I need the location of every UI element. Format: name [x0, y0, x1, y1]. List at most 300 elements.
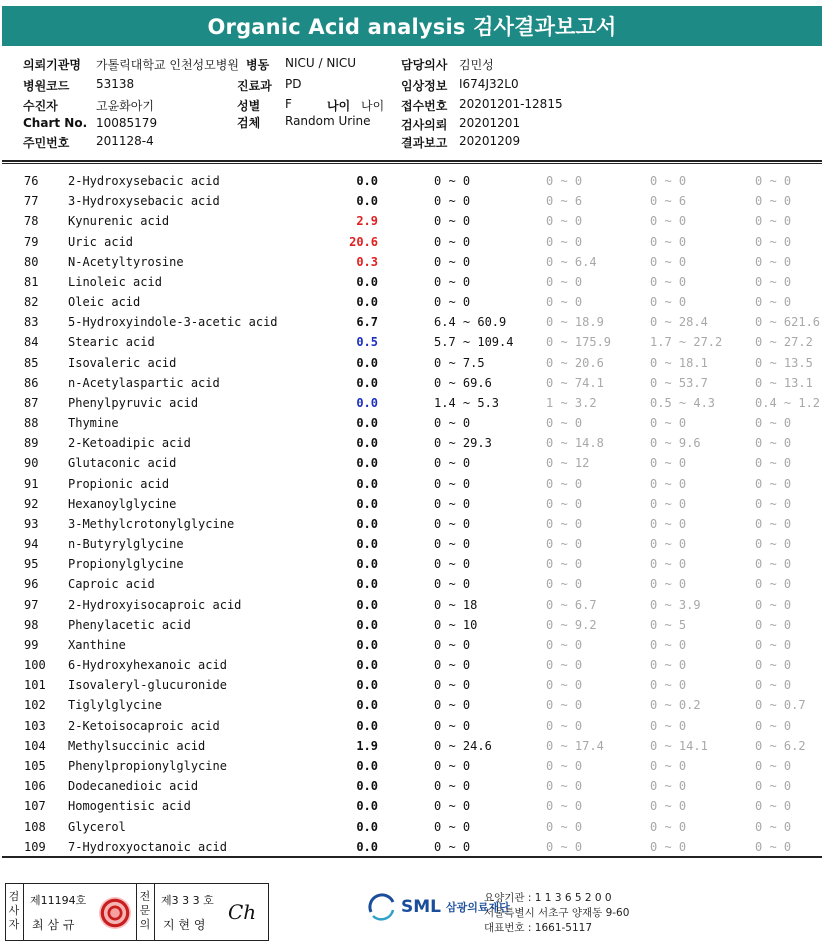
population-range-1: 0 ~ 0: [546, 678, 583, 693]
analyte-name: Phenylpropionylglycine: [68, 758, 227, 773]
population-range-2: 0 ~ 0: [650, 496, 687, 511]
institution-label: 의뢰기관명: [23, 58, 81, 72]
org-phone: 대표번호 : 1661-5117: [484, 922, 593, 934]
inspector-vertical-label: 검사자: [8, 890, 20, 931]
table-row: [0, 454, 824, 474]
analyte-name: Caproic acid: [68, 577, 155, 592]
reference-range: 0 ~ 0: [434, 839, 471, 854]
request-date-label: 검사의뢰: [401, 118, 448, 132]
clinical-info-label: 임상정보: [401, 79, 448, 93]
row-number: 108: [24, 819, 46, 834]
analyte-name: 7-Hydroxyoctanoic acid: [68, 839, 227, 854]
reference-range: 0 ~ 0: [434, 718, 471, 733]
receipt-no-label: 접수번호: [401, 99, 448, 113]
table-row: [0, 636, 824, 656]
population-range-2: 0 ~ 0: [650, 758, 687, 773]
result-value: 0.0: [356, 436, 378, 451]
result-value: 0.0: [356, 516, 378, 531]
resident-no-label: 주민번호: [23, 136, 70, 150]
logo-org: 삼광의료재단: [446, 901, 510, 914]
reference-range: 0 ~ 18: [434, 597, 478, 612]
row-number: 76: [24, 174, 39, 188]
population-range-1: 0 ~ 0: [546, 577, 583, 592]
population-range-1: 0 ~ 0: [546, 698, 583, 713]
analyte-name: 2-Hydroxyisocaproic acid: [68, 597, 242, 612]
result-value: 0.0: [356, 194, 378, 209]
analyte-name: 3-Hydroxysebacic acid: [68, 194, 220, 209]
result-value: 0.5: [356, 335, 378, 350]
result-value: 0.0: [356, 839, 378, 854]
result-value: 0.0: [356, 537, 378, 552]
population-range-1: 0 ~ 0: [546, 718, 583, 733]
population-range-1: 0 ~ 14.8: [546, 436, 604, 451]
seal-stamp-icon: [99, 897, 131, 929]
population-range-3: 0 ~ 0: [755, 758, 792, 773]
result-value: 20.6: [349, 234, 378, 249]
table-row: [0, 434, 824, 454]
table-row: [0, 676, 824, 696]
population-range-3: 0 ~ 0: [755, 274, 792, 289]
population-range-2: 0 ~ 0: [650, 476, 687, 491]
report-footer: [0, 880, 824, 948]
reference-range: 0 ~ 0: [434, 779, 471, 794]
population-range-3: 0 ~ 0: [755, 658, 792, 673]
department-label: 진료과: [237, 79, 272, 93]
population-range-2: 0 ~ 0: [650, 577, 687, 592]
row-number: 81: [24, 274, 39, 289]
population-range-1: 0 ~ 9.2: [546, 617, 597, 632]
sig-divider: [136, 884, 137, 940]
patient-info-section: [0, 52, 824, 160]
result-value: 0.3: [356, 254, 378, 269]
report-title-banner: [2, 6, 822, 46]
reference-range: 0 ~ 0: [434, 537, 471, 552]
analyte-name: 2-Hydroxysebacic acid: [68, 174, 220, 188]
result-value: 0.0: [356, 416, 378, 431]
analyte-name: 2-Ketoadipic acid: [68, 436, 191, 451]
population-range-1: 0 ~ 0: [546, 174, 583, 188]
analyte-name: 3-Methylcrotonylglycine: [68, 516, 235, 531]
analyte-name: Propionic acid: [68, 476, 170, 491]
report-date-label: 결과보고: [401, 136, 448, 150]
population-range-1: 0 ~ 6: [546, 194, 583, 209]
analyte-name: Thymine: [68, 416, 119, 431]
table-row: [0, 757, 824, 777]
analyte-name: Isovaleryl-glucuronide: [68, 678, 227, 693]
table-row: [0, 838, 824, 858]
row-number: 88: [24, 416, 39, 431]
analyte-name: Linoleic acid: [68, 274, 162, 289]
population-range-1: 0 ~ 0: [546, 658, 583, 673]
reference-range: 0 ~ 0: [434, 295, 471, 310]
population-range-3: 0 ~ 0: [755, 214, 792, 229]
reference-range: 0 ~ 0: [434, 234, 471, 249]
reference-range: 0 ~ 69.6: [434, 375, 492, 390]
row-number: 89: [24, 436, 39, 451]
result-value: 0.0: [356, 819, 378, 834]
row-number: 79: [24, 234, 39, 249]
population-range-3: 0.4 ~ 1.2: [755, 395, 821, 410]
doctor-value: 김민성: [459, 58, 494, 72]
table-row: [0, 212, 824, 232]
population-range-3: 0 ~ 0: [755, 234, 792, 249]
analyte-name: Phenylpyruvic acid: [68, 395, 199, 410]
population-range-2: 0 ~ 0: [650, 416, 687, 431]
row-number: 100: [24, 658, 46, 673]
analyte-name: Stearic acid: [68, 335, 155, 350]
analyte-name: Phenylacetic acid: [68, 617, 191, 632]
analyte-name: Glycerol: [68, 819, 126, 834]
reference-range: 6.4 ~ 60.9: [434, 315, 507, 330]
result-value: 2.9: [356, 214, 378, 229]
reference-range: 0 ~ 0: [434, 174, 471, 188]
population-range-1: 0 ~ 0: [546, 799, 583, 814]
population-range-1: 0 ~ 0: [546, 557, 583, 572]
result-value: 0.0: [356, 597, 378, 612]
reference-range: 0 ~ 0: [434, 456, 471, 471]
population-range-3: 0 ~ 0: [755, 174, 792, 188]
age-label: 나이: [327, 99, 351, 113]
population-range-2: 0 ~ 0: [650, 234, 687, 249]
population-range-3: 0 ~ 0: [755, 537, 792, 552]
reference-range: 0 ~ 0: [434, 658, 471, 673]
department-value: PD: [285, 77, 302, 91]
population-range-2: 1.7 ~ 27.2: [650, 335, 723, 350]
population-range-3: 0 ~ 0: [755, 516, 792, 531]
analyte-name: Dodecanedioic acid: [68, 779, 199, 794]
row-number: 83: [24, 315, 39, 330]
chart-no-label: Chart No.: [23, 116, 88, 130]
reference-range: 0 ~ 7.5: [434, 355, 485, 370]
population-range-2: 0 ~ 0: [650, 174, 687, 188]
table-row: [0, 333, 824, 353]
row-number: 94: [24, 537, 39, 552]
table-row: [0, 253, 824, 273]
row-number: 106: [24, 779, 46, 794]
table-row: [0, 414, 824, 434]
row-number: 84: [24, 335, 39, 350]
inspector-license-no: 제11194호: [30, 894, 87, 907]
table-row: [0, 737, 824, 757]
population-range-3: 0 ~ 0: [755, 577, 792, 592]
population-range-3: 0 ~ 0: [755, 597, 792, 612]
hospital-code-label: 병원코드: [23, 79, 70, 93]
analyte-name: Isovaleric acid: [68, 355, 177, 370]
population-range-3: 0 ~ 13.5: [755, 355, 813, 370]
population-range-1: 0 ~ 18.9: [546, 315, 604, 330]
reference-range: 0 ~ 0: [434, 254, 471, 269]
population-range-3: 0 ~ 0: [755, 557, 792, 572]
row-number: 82: [24, 295, 39, 310]
analyte-name: Hexanoylglycine: [68, 496, 177, 511]
population-range-1: 0 ~ 0: [546, 274, 583, 289]
reference-range: 0 ~ 0: [434, 799, 471, 814]
sig-divider: [154, 884, 155, 940]
population-range-2: 0 ~ 5: [650, 617, 687, 632]
hospital-code-value: 53138: [96, 77, 135, 91]
table-row: [0, 495, 824, 515]
population-range-3: 0 ~ 6.2: [755, 738, 806, 753]
analyte-name: Tiglylglycine: [68, 698, 162, 713]
population-range-1: 0 ~ 12: [546, 456, 590, 471]
table-bottom-divider: [2, 856, 822, 858]
table-row: [0, 192, 824, 212]
reference-range: 0 ~ 10: [434, 617, 478, 632]
population-range-3: 0 ~ 0: [755, 678, 792, 693]
specimen-label: 검체: [237, 116, 261, 130]
analyte-name: Oleic acid: [68, 295, 141, 310]
doctor-label: 담당의사: [401, 58, 448, 72]
population-range-3: 0 ~ 0: [755, 617, 792, 632]
resident-no-value: 201128-4: [96, 134, 154, 148]
analyte-name: Uric acid: [68, 234, 134, 249]
population-range-3: 0 ~ 13.1: [755, 375, 813, 390]
table-row: [0, 575, 824, 595]
reference-range: 0 ~ 0: [434, 516, 471, 531]
population-range-3: 0 ~ 0: [755, 819, 792, 834]
sex-label: 성별: [237, 99, 261, 113]
reference-range: 0 ~ 0: [434, 496, 471, 511]
row-number: 91: [24, 476, 39, 491]
population-range-2: 0 ~ 53.7: [650, 375, 708, 390]
table-row: [0, 797, 824, 817]
age-value: 나이: [361, 99, 385, 113]
population-range-1: 0 ~ 6.7: [546, 597, 597, 612]
population-range-2: 0.5 ~ 4.3: [650, 395, 716, 410]
population-range-3: 0 ~ 0: [755, 254, 792, 269]
org-number: 요양기관 : 1 1 3 6 5 2 0 0: [484, 892, 612, 904]
result-value: 0.0: [356, 496, 378, 511]
result-value: 1.9: [356, 738, 378, 753]
result-value: 0.0: [356, 617, 378, 632]
analyte-name: n-Butyrylglycine: [68, 537, 184, 552]
row-number: 109: [24, 839, 46, 854]
signature-box: [5, 883, 269, 941]
population-range-3: 0 ~ 0: [755, 839, 792, 854]
analyte-name: n-Acetylaspartic acid: [68, 375, 220, 390]
reference-range: 0 ~ 24.6: [434, 738, 492, 753]
table-row: [0, 555, 824, 575]
analyte-name: Propionylglycine: [68, 557, 184, 572]
row-number: 98: [24, 617, 39, 632]
result-value: 0.0: [356, 799, 378, 814]
population-range-2: 0 ~ 0: [650, 678, 687, 693]
reference-range: 5.7 ~ 109.4: [434, 335, 514, 350]
reference-range: 0 ~ 0: [434, 416, 471, 431]
population-range-2: 0 ~ 3.9: [650, 597, 701, 612]
row-number: 105: [24, 758, 46, 773]
population-range-2: 0 ~ 0: [650, 537, 687, 552]
row-number: 95: [24, 557, 39, 572]
table-row: [0, 515, 824, 535]
population-range-1: 0 ~ 175.9: [546, 335, 612, 350]
population-range-3: 0 ~ 621.6: [755, 315, 821, 330]
table-row: [0, 374, 824, 394]
population-range-1: 0 ~ 0: [546, 637, 583, 652]
population-range-3: 0 ~ 0: [755, 779, 792, 794]
result-value: 0.0: [356, 456, 378, 471]
result-value: 0.0: [356, 274, 378, 289]
result-value: 0.0: [356, 678, 378, 693]
population-range-2: 0 ~ 0: [650, 254, 687, 269]
row-number: 104: [24, 738, 46, 753]
row-number: 77: [24, 194, 39, 209]
population-range-2: 0 ~ 28.4: [650, 315, 708, 330]
population-range-2: 0 ~ 0: [650, 516, 687, 531]
sex-value: F: [285, 97, 292, 111]
analyte-name: Kynurenic acid: [68, 214, 170, 229]
table-row: [0, 233, 824, 253]
result-value: 0.0: [356, 698, 378, 713]
population-range-2: 0 ~ 0: [650, 557, 687, 572]
result-value: 0.0: [356, 375, 378, 390]
report-date-value: 20201209: [459, 134, 521, 148]
population-range-3: 0 ~ 0: [755, 295, 792, 310]
table-row: [0, 475, 824, 495]
row-number: 80: [24, 254, 39, 269]
population-range-2: 0 ~ 0: [650, 456, 687, 471]
population-range-1: 0 ~ 0: [546, 295, 583, 310]
sml-logo-icon: [367, 892, 397, 922]
population-range-1: 0 ~ 0: [546, 234, 583, 249]
table-row: [0, 313, 824, 333]
population-range-1: 0 ~ 0: [546, 758, 583, 773]
population-range-3: 0 ~ 0: [755, 476, 792, 491]
reference-range: 1.4 ~ 5.3: [434, 395, 500, 410]
table-row: [0, 656, 824, 676]
table-row: [0, 172, 824, 192]
logo-text: SML: [401, 897, 441, 917]
population-range-1: 0 ~ 0: [546, 839, 583, 854]
population-range-2: 0 ~ 0.2: [650, 698, 701, 713]
org-address: [484, 891, 629, 936]
analyte-name: Homogentisic acid: [68, 799, 191, 814]
reference-range: 0 ~ 0: [434, 476, 471, 491]
result-value: 0.0: [356, 758, 378, 773]
population-range-3: 0 ~ 0: [755, 799, 792, 814]
reviewer-name: 지 현 영: [163, 918, 206, 932]
result-value: 0.0: [356, 355, 378, 370]
signature-mark: Ch: [228, 900, 257, 924]
population-range-1: 0 ~ 0: [546, 416, 583, 431]
analyte-name: N-Acetyltyrosine: [68, 254, 184, 269]
population-range-2: 0 ~ 0: [650, 799, 687, 814]
population-range-3: 0 ~ 0: [755, 194, 792, 209]
result-value: 0.0: [356, 295, 378, 310]
population-range-2: 0 ~ 18.1: [650, 355, 708, 370]
population-range-2: 0 ~ 14.1: [650, 738, 708, 753]
row-number: 90: [24, 456, 39, 471]
row-number: 92: [24, 496, 39, 511]
header-divider: [2, 160, 822, 162]
result-value: 0.0: [356, 718, 378, 733]
reference-range: 0 ~ 0: [434, 194, 471, 209]
request-date-value: 20201201: [459, 116, 521, 130]
reference-range: 0 ~ 0: [434, 819, 471, 834]
sig-divider: [23, 884, 24, 940]
reference-range: 0 ~ 0: [434, 577, 471, 592]
population-range-1: 0 ~ 20.6: [546, 355, 604, 370]
population-range-3: 0 ~ 0.7: [755, 698, 806, 713]
reference-range: 0 ~ 0: [434, 557, 471, 572]
recipient-value: 고윤화아기: [96, 99, 154, 113]
population-range-1: 0 ~ 0: [546, 476, 583, 491]
result-value: 0.0: [356, 577, 378, 592]
table-row: [0, 535, 824, 555]
population-range-1: 0 ~ 0: [546, 496, 583, 511]
clinical-info-value: I674J32L0: [459, 77, 519, 91]
analyte-name: 6-Hydroxyhexanoic acid: [68, 658, 227, 673]
population-range-1: 0 ~ 0: [546, 779, 583, 794]
row-number: 85: [24, 355, 39, 370]
table-row: [0, 273, 824, 293]
reference-range: 0 ~ 0: [434, 758, 471, 773]
table-row: [0, 354, 824, 374]
population-range-3: 0 ~ 0: [755, 637, 792, 652]
reference-range: 0 ~ 0: [434, 214, 471, 229]
reference-range: 0 ~ 0: [434, 698, 471, 713]
table-row: [0, 818, 824, 838]
population-range-3: 0 ~ 27.2: [755, 335, 813, 350]
population-range-3: 0 ~ 0: [755, 436, 792, 451]
result-value: 0.0: [356, 476, 378, 491]
table-row: [0, 616, 824, 636]
row-number: 93: [24, 516, 39, 531]
table-row: [0, 777, 824, 797]
table-row: [0, 696, 824, 716]
result-value: 0.0: [356, 637, 378, 652]
table-row: [0, 293, 824, 313]
result-value: 0.0: [356, 395, 378, 410]
ward-label: 병동: [246, 58, 270, 72]
row-number: 99: [24, 637, 39, 652]
institution-value: 가톨릭대학교 인천성모병원: [96, 58, 239, 72]
population-range-2: 0 ~ 0: [650, 274, 687, 289]
inspector-name: 최 삼 규: [32, 918, 75, 932]
result-value: 0.0: [356, 779, 378, 794]
row-number: 86: [24, 375, 39, 390]
row-number: 97: [24, 597, 39, 612]
analyte-name: Methylsuccinic acid: [68, 738, 206, 753]
row-number: 87: [24, 395, 39, 410]
row-number: 101: [24, 678, 46, 693]
population-range-3: 0 ~ 0: [755, 416, 792, 431]
reference-range: 0 ~ 29.3: [434, 436, 492, 451]
table-row: [0, 717, 824, 737]
population-range-2: 0 ~ 6: [650, 194, 687, 209]
population-range-2: 0 ~ 0: [650, 295, 687, 310]
population-range-2: 0 ~ 0: [650, 214, 687, 229]
result-value: 6.7: [356, 315, 378, 330]
ward-value: NICU / NICU: [285, 56, 357, 70]
analyte-name: 2-Ketoisocaproic acid: [68, 718, 220, 733]
row-number: 107: [24, 799, 46, 814]
population-range-1: 1 ~ 3.2: [546, 395, 597, 410]
population-range-2: 0 ~ 9.6: [650, 436, 701, 451]
population-range-1: 0 ~ 74.1: [546, 375, 604, 390]
table-row: [0, 596, 824, 616]
population-range-2: 0 ~ 0: [650, 658, 687, 673]
analyte-name: Glutaconic acid: [68, 456, 177, 471]
row-number: 96: [24, 577, 39, 592]
reviewer-vertical-label: 전문의: [139, 890, 151, 931]
header-divider-thin: [2, 163, 822, 164]
results-table: [0, 172, 824, 858]
recipient-label: 수진자: [23, 99, 58, 113]
reference-range: 0 ~ 0: [434, 678, 471, 693]
row-number: 78: [24, 214, 39, 229]
row-number: 102: [24, 698, 46, 713]
